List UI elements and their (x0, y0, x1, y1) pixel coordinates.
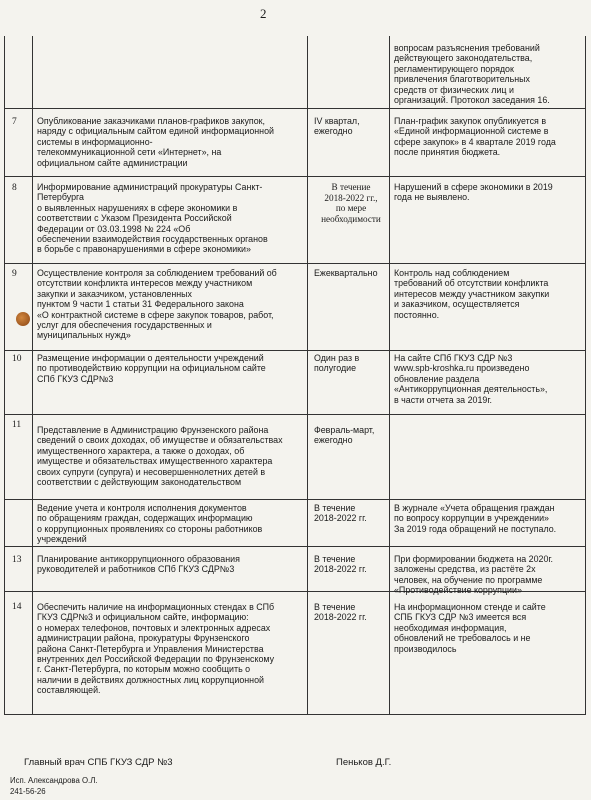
row-divider (4, 714, 586, 715)
event-cell: Осуществление контроля за соблюдением требований об отсутствии конфликта интересов между участником закупки и заказчиком, установленных пунктом 9 части 1 статьи 31 Федерального закона «О контрактной системе в сфере закупок товаров, работ, услуг для обеспечения государственных и муниципальных нужд» (37, 268, 277, 341)
event-cell: Представление в Администрацию Фрунзенского района сведений о своих доходах, об имуществе и обязательствах имущественного характера, а также о доходах, об имуществе и обязательствах имущественного характера своих супруги (супруга) и несовершеннолетних детей в соответствии с действующим законодательством (37, 425, 283, 488)
row-divider (4, 350, 586, 351)
event-cell: Опубликование заказчиками планов-графиков закупок, наряду с официальным сайтом единой информационной системы в информационно- телекоммуникационной сети «Интернет», на официальном сайте администрации (37, 116, 274, 168)
deadline-cell: Февраль-март, ежегодно (314, 425, 375, 446)
deadline-cell: В течение 2018-2022 гг., по мере необходимости (321, 182, 381, 224)
result-cell: Контроль над соблюдением требований об отсутствии конфликта интересов между участником закупки и заказчиком, осуществляется постоянно. (394, 268, 550, 320)
executor-phone: 241-56-26 (10, 787, 46, 796)
deadline-cell: Один раз в полугодие (314, 353, 360, 374)
result-cell: План-график закупок опубликуется в «Единой информационной системе в сфере закупок» в 4 квартале 2019 года после принятия бюджета. (394, 116, 556, 158)
result-cell: На сайте СПб ГКУЗ СДР №3 www.spb-kroshka.ru произведено обновление раздела «Антикоррупционная деятельность», в части отчета за 2019г. (394, 353, 548, 405)
result-cell: Нарушений в сфере экономики в 2019 года не выявлено. (394, 182, 553, 203)
row-divider (4, 546, 586, 547)
row-number: 11 (12, 420, 22, 430)
row-number: 9 (12, 269, 17, 279)
result-cell: При формировании бюджета на 2020г. заложены средства, из растёте 2х человек, на обучение по программе «Противодействие коррупции» (394, 554, 554, 596)
result-cell: вопросам разъяснения требований действующего законодательства, регламентирующего порядок привлечения благотворительных средств от физических лиц и организаций. Протокол заседания 16. (394, 43, 550, 106)
row-number: 14 (12, 602, 22, 612)
row-divider (4, 108, 586, 109)
column-divider (389, 36, 390, 715)
row-number: 13 (12, 555, 22, 565)
row-number: 7 (12, 117, 17, 127)
row-divider (4, 176, 586, 177)
deadline-cell: В течение 2018-2022 гг. (314, 602, 367, 623)
column-divider (32, 36, 33, 715)
column-divider (585, 36, 586, 715)
measures-table (4, 36, 586, 716)
row-divider (4, 499, 586, 500)
deadline-cell: IV квартал, ежегодно (314, 116, 360, 137)
event-cell: Ведение учета и контроля исполнения документов по обращениям граждан, содержащих информацию о коррупционных проявлениях со стороны работников учреждений (37, 503, 263, 545)
page-number: 2 (260, 6, 267, 21)
signatory-name: Пеньков Д.Г. (336, 757, 392, 768)
signatory-position: Главный врач СПБ ГКУЗ СДР №3 (24, 757, 173, 768)
row-divider (4, 263, 586, 264)
deadline-cell: В течение 2018-2022 гг. (314, 554, 367, 575)
row-number: 10 (12, 354, 22, 364)
column-divider (4, 36, 5, 715)
event-cell: Размещение информации о деятельности учреждений по противодействию коррупции на официальном сайте СПб ГКУЗ СДР№3 (37, 353, 266, 384)
row-divider (4, 414, 586, 415)
event-cell: Планирование антикоррупционного образования руководителей и работников СПб ГКУЗ СДР№3 (37, 554, 240, 575)
executor-name: Исп. Александрова О.Л. (10, 776, 98, 785)
result-cell: На информационном стенде и сайте СПБ ГКУЗ СДР №3 имеется вся необходимая информация, обновлений не требовалось и не производилось (394, 602, 546, 654)
row-number: 8 (12, 183, 17, 193)
event-cell: Обеспечить наличие на информационных стендах в СПб ГКУЗ СДР№3 и официальном сайте, информацию: о номерах телефонов, почтовых и электронных адресах администрации района, прокуратуры Фрунзенского района Санкт-Петербурга и Управления Министерства внутренних дел Российской Федерации по Фрунзенскому г. Санкт-Петербурга, по которым можно сообщить о наличии в действиях должностных лиц коррупционной составляющей. (37, 602, 275, 696)
event-cell: Информирование администраций прокуратуры Санкт- Петербурга о выявленных нарушениях в сфере экономики в соответствии с Указом Президента Российской Федерации от 03.03.1998 № 224 «Об обеспечении взаимодействия государственных органов в борьбе с правонарушениями в сфере экономики» (37, 182, 268, 255)
deadline-cell: В течение 2018-2022 гг. (314, 503, 367, 524)
result-cell: В журнале «Учета обращения граждан по вопросу коррупции в учреждении» За 2019 года обращений не поступало. (394, 503, 557, 534)
seal-mark (16, 312, 30, 326)
column-divider (307, 36, 308, 715)
deadline-cell: Ежеквартально (314, 268, 378, 278)
